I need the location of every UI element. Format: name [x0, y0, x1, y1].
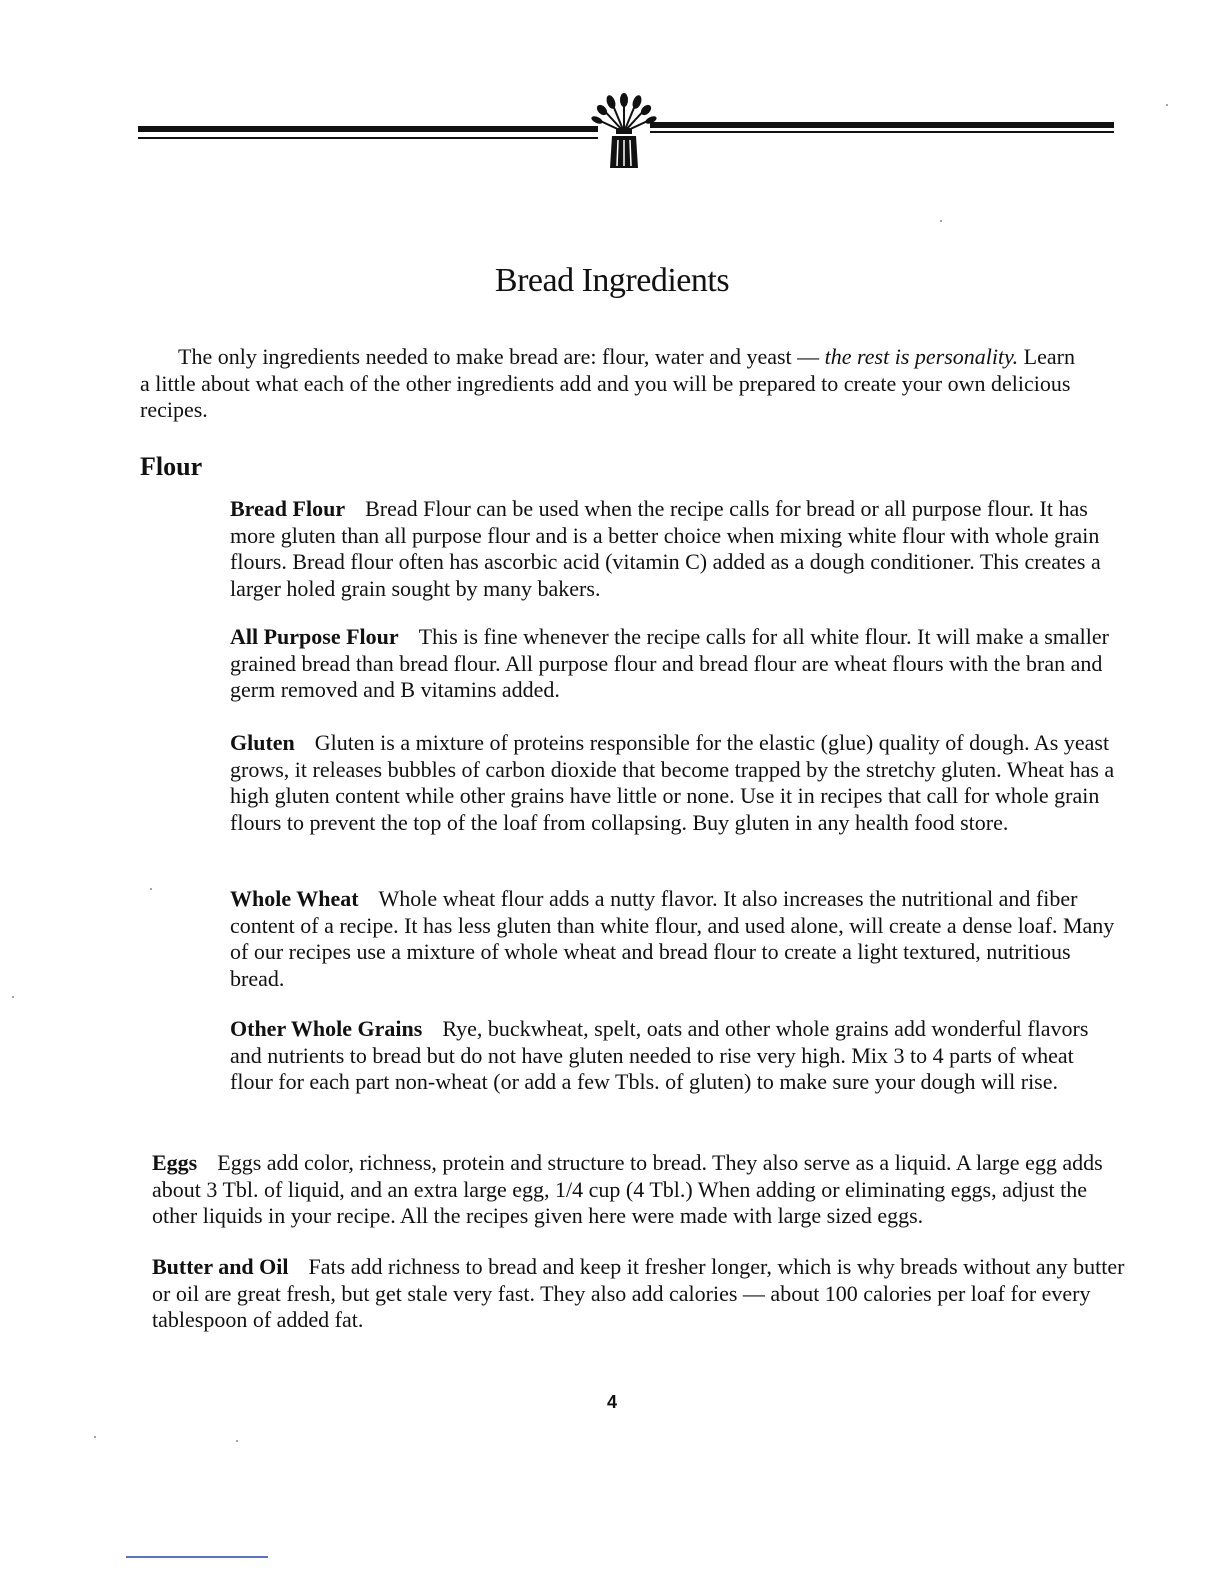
entry-term: Other Whole Grains — [230, 1016, 423, 1041]
entry-butter-and-oil — [152, 1254, 1127, 1334]
entry-eggs — [152, 1150, 1127, 1230]
wheat-sheaf-icon — [588, 92, 660, 172]
section-heading-flour: Flour — [140, 452, 203, 481]
entry-text: Eggs add color, richness, protein and structure to bread. They also serve as a liquid. A large egg adds about 3 Tbl. of liquid, and an extra large egg, 1/4 cup (4 Tbl.) When adding or eliminating eggs, adjust the other liquids in your recipe. All the recipes given here were made with large sized eggs. — [152, 1150, 1103, 1228]
scan-speck — [94, 1436, 96, 1438]
entry-bread-flour — [230, 496, 1120, 602]
scan-speck — [1166, 104, 1168, 106]
entry-term: All Purpose Flour — [230, 624, 399, 649]
intro-text: The only ingredients needed to make bread are: flour, water and yeast — — [178, 344, 825, 369]
scan-speck — [150, 888, 152, 890]
entry-all-purpose-flour — [230, 624, 1120, 704]
entry-term: Gluten — [230, 730, 295, 755]
header-rule-left-thick — [138, 126, 598, 132]
entry-term: Whole Wheat — [230, 886, 359, 911]
intro-paragraph — [140, 344, 1090, 424]
page-number: 4 — [606, 1392, 617, 1412]
intro-emphasis: the rest is personality. — [824, 344, 1019, 369]
entry-term: Eggs — [152, 1150, 198, 1175]
entry-text: Fats add richness to bread and keep it fresher longer, which is why breads without any butter or oil are great fresh, but get stale very fast. They also add calories — about 100 calories per loaf for every tablespoon of added fat. — [152, 1254, 1125, 1332]
header-rule-left-thin — [138, 137, 598, 139]
entry-whole-wheat — [230, 886, 1120, 992]
entry-text: Whole wheat flour adds a nutty flavor. It also increases the nutritional and fiber content of a recipe. It has less gluten than white flour, and used alone, will create a dense loaf. Many of our recipes use a mixture of whole wheat and bread flour to create a light textured, nutritious bread. — [230, 886, 1115, 991]
scan-speck — [236, 1440, 238, 1442]
entry-term: Butter and Oil — [152, 1254, 289, 1279]
entry-text: Gluten is a mixture of proteins responsible for the elastic (glue) quality of dough. As yeast grows, it releases bubbles of carbon dioxide that become trapped by the stretchy gluten. Wheat has a high gluten content while other grains have little or none. Use it in recipes that call for whole grain flours to prevent the top of the loaf from collapsing. Buy gluten in any health food store. — [230, 730, 1115, 835]
entry-term: Bread Flour — [230, 496, 346, 521]
intro-rest: Learn a little about what each of the other ingredients add and you will be prepared to create your own delicious recipes. — [140, 344, 1075, 422]
entry-other-whole-grains — [230, 1016, 1120, 1096]
entry-text: Bread Flour can be used when the recipe calls for bread or all purpose flour. It has more gluten than all purpose flour and is a better choice when mixing white flour with whole grain flours. Bread flour often has ascorbic acid (vitamin C) added as a dough conditioner. This creates a larger holed grain sought by many bakers. — [230, 496, 1101, 601]
scan-speck — [940, 220, 942, 222]
scan-speck — [12, 996, 14, 998]
entry-text: Rye, buckwheat, spelt, oats and other whole grains add wonderful flavors and nutrients to bread but do not have gluten needed to rise very high. Mix 3 to 4 parts of wheat flour for each part non-wheat (or add a few Tbls. of gluten) to make sure your dough will rise. — [230, 1016, 1089, 1094]
scan-artifact-line — [126, 1556, 268, 1558]
entry-gluten — [230, 730, 1120, 836]
page-title: Bread Ingredients — [494, 262, 730, 299]
entry-text: This is fine whenever the recipe calls for all white flour. It will make a smaller grained bread than bread flour. All purpose flour and bread flour are wheat flours with the bran and germ removed and B vitamins added. — [230, 624, 1109, 702]
header-rule-right-thick — [650, 122, 1114, 128]
header-rule-right-thin — [650, 131, 1114, 133]
